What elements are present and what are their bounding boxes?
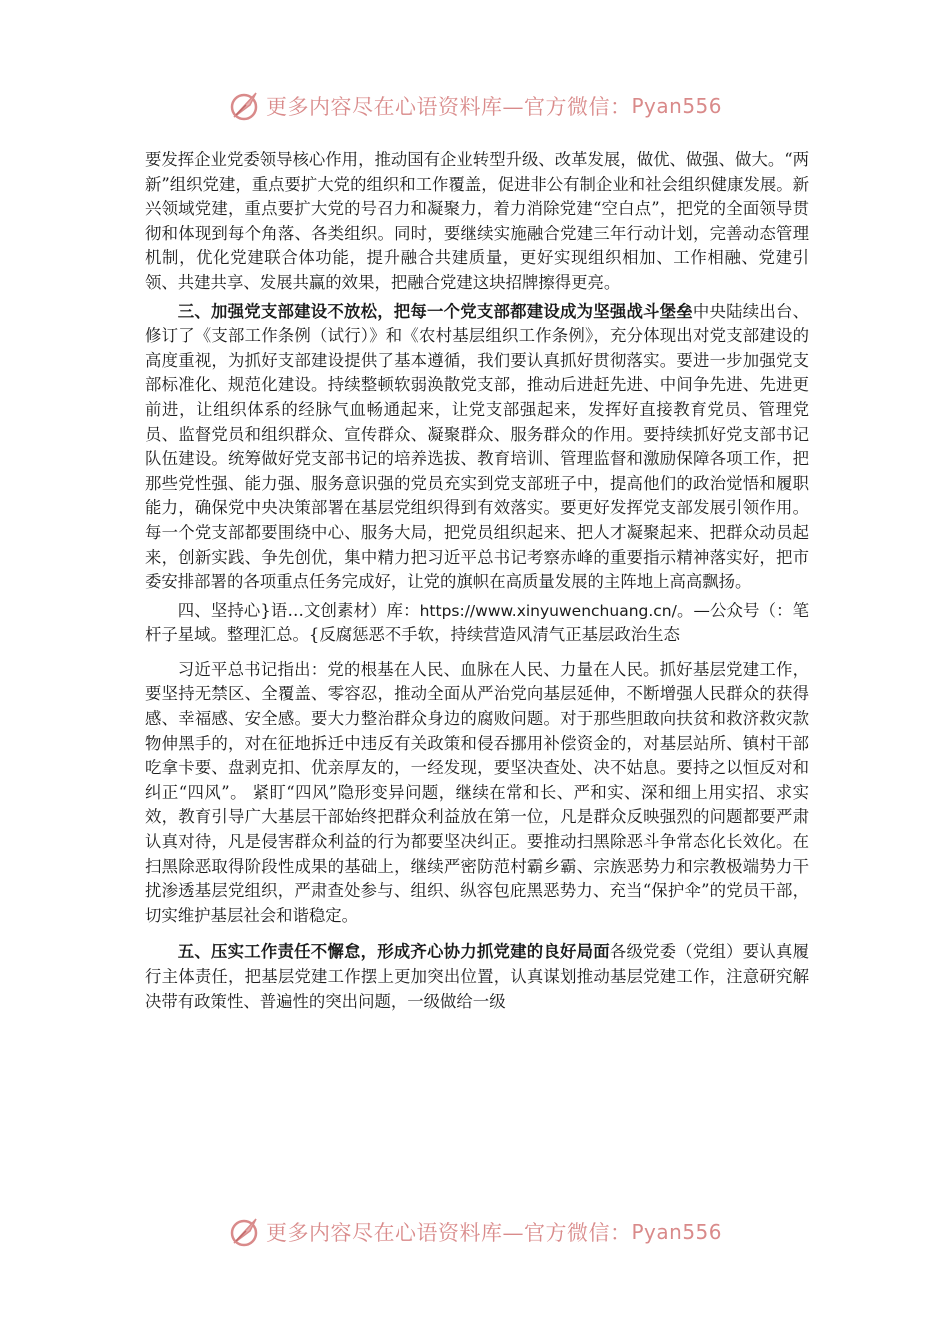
paragraph-5 [145,940,809,1014]
section-5-heading: 五、压实工作责任不懈怠，形成齐心协力抓党建的良好局面 [177,942,610,962]
paragraph-2 [145,300,809,595]
banner-handle: Pyan556 [631,94,722,118]
quill-logo-icon [228,89,262,123]
footer-watermark-banner [0,1212,950,1252]
banner-handle: Pyan556 [631,1220,722,1244]
source-url-link[interactable]: https://www.xinyuwenchuang.cn/ [419,601,677,620]
header-watermark-banner [0,86,950,126]
paragraph-3 [145,599,809,648]
banner-text: 更多内容尽在心语资料库—官方微信： [265,1221,632,1245]
section-4-heading-a: 四、坚持心}语…文创素材）库： [177,600,420,620]
paragraph-1: 要发挥企业党委领导核心作用，推动国有企业转型升级、改革发展，做优、做强、做大。“两新”组织党建，重点要扩大党的组织和工作覆盖，促进非公有制企业和社会组织健康发展。新兴领域党建，重点要扩大党的号召力和凝聚力，着力消除党建“空白点”，把党的全面领导贯彻和体现到每个角落、各类组织。同时，要继续实施融合党建三年行动计划，完善动态管理机制，优化党建联合体功能，提升融合共建质量，更好实现组织相加、工作相融、党建引领、共建共享、发展共赢的效果，把融合党建这块招牌擦得更亮。 [145,150,810,292]
banner-text: 更多内容尽在心语资料库—官方微信： [265,95,632,119]
quill-logo-icon [228,1215,262,1249]
document-body [145,148,809,1014]
section-3-body: 中央陆续出台、修订了《支部工作条例（试行）》和《农村基层组织工作条例》，充分体现出对党支部建设的高度重视，为抓好支部建设提供了基本遵循，我们要认真抓好贯彻落实。要进一步加强党支部标准化、规范化建设。持续整顿软弱涣散党支部，推动后进赶先进、中间争先进、先进更前进，让组织体系的经脉气血畅通起来，让党支部强起来，发挥好直接教育党员、管理党员、监督党员和组织群众、宣传群众、凝聚群众、服务群众的作用。要持续抓好党支部书记队伍建设。统筹做好党支部书记的培养选拔、教育培训、管理监督和激励保障各项工作，把那些党性强、能力强、服务意识强的党员充实到党支部班子中，提高他们的政治觉悟和履职能力，确保党中央决策部署在基层党组织得到有效落实。要更好发挥党支部发展引领作用。每一个党支部都要围绕中心、服务大局，把党员组织起来、把人才凝聚起来、把群众动员起来，创新实践、争先创优，集中精力把习近平总书记考察赤峰的重要指示精神落实好，把市委安排部署的各项重点任务完成好，让党的旗帜在高质量发展的主阵地上高高飘扬。 [145,301,810,592]
paragraph-4: 习近平总书记指出：党的根基在人民、血脉在人民、力量在人民。抓好基层党建工作，要坚持无禁区、全覆盖、零容忍，推动全面从严治党向基层延伸，不断增强人民群众的获得感、幸福感、安全感。要大力整治群众身边的腐败问题。对于那些胆敢向扶贫和救济救灾款物伸黑手的，对在征地拆迁中违反有关政策和侵吞挪用补偿资金的，对基层站所、镇村干部吃拿卡要、盘剥克扣、优亲厚友的，一经发现，要坚决查处、决不姑息。要持之以恒反对和纠正“四风”。 紧盯“四风”隐形变异问题，继续在常和长、严和实、深和细上用实招、求实效，教育引导广大基层干部始终把群众利益放在第一位，凡是群众反映强烈的问题都要严肃认真对待，凡是侵害群众利益的行为都要坚决纠正。要推动扫黑除恶斗争常态化长效化。在扫黑除恶取得阶段性成果的基础上，继续严密防范村霸乡霸、宗族恶势力和宗教极端势力干扰渗透基层党组织，严肃查处参与、组织、纵容包庇黑恶势力、充当“保护伞”的党员干部，切实维护基层社会和谐稳定。 [145,659,809,925]
section-4-heading-b: 。—公众号（：笔杆子星域。整理汇总。{反腐惩恶不手软，持续营造风清气正基层政治生态 [145,600,809,645]
section-5-body: 各级党委（党组）要认真履行主体责任，把基层党建工作摆上更加突出位置，认真谋划推动基层党建工作，注意研究解决带有政策性、普遍性的突出问题，一级做给一级 [145,942,810,1011]
section-3-heading: 三、加强党支部建设不放松，把每一个党支部都建设成为坚强战斗堡垒 [177,301,693,321]
